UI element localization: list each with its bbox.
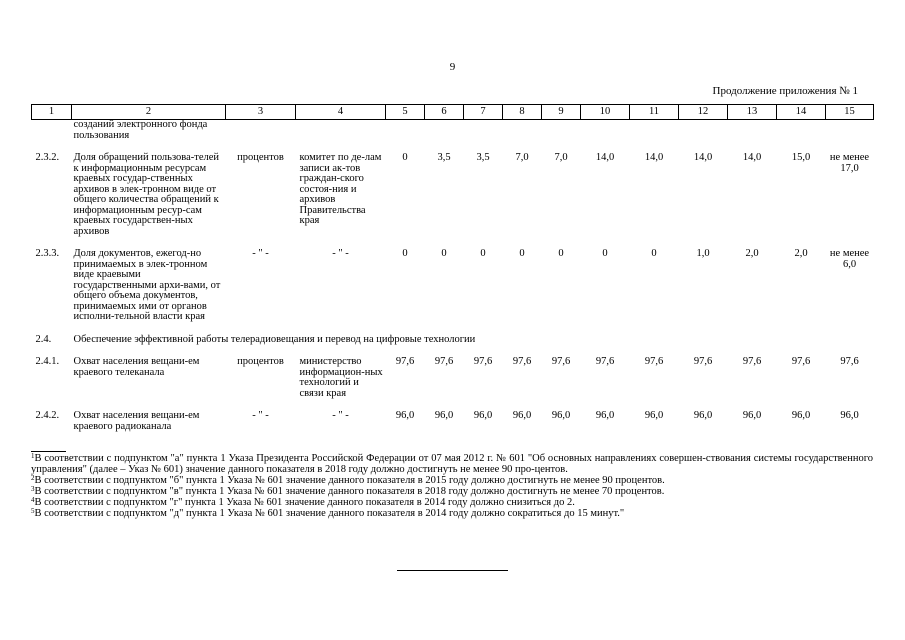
target-value: не менее 17,0 <box>829 152 870 174</box>
value-cell: 96,0 <box>473 410 493 421</box>
value-cell: 0 <box>558 248 564 259</box>
column-number-row <box>32 105 874 120</box>
footnote-mark: 1 <box>31 452 35 460</box>
column-header: 8 <box>503 105 542 120</box>
value-cell: 97,6 <box>595 356 615 367</box>
indicator-unit: - " - <box>252 248 269 259</box>
column-header: 3 <box>226 105 296 120</box>
indicator-unit: процентов <box>237 356 284 367</box>
column-header: 1 <box>32 105 72 120</box>
value-cell: 96,0 <box>644 410 664 421</box>
responsible-body: - " - <box>332 248 349 259</box>
column-header: 5 <box>386 105 425 120</box>
value-cell: 0 <box>519 248 525 259</box>
indicator-name: Охват населения вещани-ем краевого телеканала <box>73 356 200 378</box>
value-cell: 96,0 <box>595 410 615 421</box>
indicator-unit <box>226 120 296 142</box>
footnote-mark: 4 <box>31 496 35 504</box>
responsible-body <box>296 120 386 142</box>
table-row <box>32 120 874 142</box>
indicator-number <box>32 120 72 142</box>
value-cell: 0 <box>602 248 608 259</box>
footnotes <box>31 451 873 519</box>
indicator-name: Доля документов, ежегод-но принимаемых в элек-тронном виде краевыми государственными архи-вами, от общего объема документов, принимаемых ими от органов исполни-тельной власти края <box>73 248 221 322</box>
value-cell: 2,0 <box>745 248 759 259</box>
value-cell: 97,6 <box>512 356 532 367</box>
footnote <box>31 475 873 486</box>
footnote <box>31 486 873 497</box>
responsible-body: - " - <box>332 410 349 421</box>
value-cell: 0 <box>651 248 657 259</box>
value-cell: 96,0 <box>791 410 811 421</box>
indicator-name: Доля обращений пользова-телей к информационным ресурсам краевых государ-ственных архивов в элек-тронном виде от общего количества обращений к информационным ресур-сам краевых государствен-ных архивов <box>73 152 220 237</box>
indicator-unit: процентов <box>237 152 284 163</box>
indicator-name: созданий электронного фонда пользования <box>73 119 208 141</box>
value-cell: 14,0 <box>595 152 615 163</box>
column-header: 12 <box>679 105 728 120</box>
column-header: 11 <box>630 105 679 120</box>
footnote-text: В соответствии с подпунктом "б" пункта 1 Указа № 601 значение данного показателя в 2015 году должно достигнуть не менее 90 процентов. <box>34 475 665 486</box>
value-cell: 97,6 <box>693 356 713 367</box>
column-header: 15 <box>826 105 874 120</box>
value-cell: 97,6 <box>551 356 571 367</box>
indicator-number: 2.3.2. <box>35 152 60 163</box>
value-cell: 3,5 <box>476 152 490 163</box>
value-cell: 15,0 <box>791 152 811 163</box>
target-value: 96,0 <box>840 410 859 421</box>
footnote-mark: 5 <box>31 507 35 515</box>
value-cell: 96,0 <box>395 410 415 421</box>
footnote <box>31 453 873 475</box>
value-cell: 14,0 <box>644 152 664 163</box>
responsible-body: министерство информацион-ных технологий и связи края <box>299 356 383 399</box>
value-cell: 0 <box>480 248 486 259</box>
value-cell: 3,5 <box>437 152 451 163</box>
value-cell: 97,6 <box>644 356 664 367</box>
end-separator <box>397 570 508 571</box>
value-cell: 97,6 <box>434 356 454 367</box>
table-row <box>32 153 874 237</box>
indicator-number: 2.4.2. <box>35 410 60 421</box>
category-row <box>32 335 874 346</box>
column-header: 9 <box>542 105 581 120</box>
value-cell: 96,0 <box>434 410 454 421</box>
footnote-text: В соответствии с подпунктом "д" пункта 1 Указа № 601 значение данного показателя в 2014 году должно сократиться до 15 минут." <box>34 508 625 519</box>
indicators-table <box>31 104 874 432</box>
category-title: Обеспечение эффективной работы телерадиовещания и перевод на цифровые технологии <box>73 333 476 345</box>
footnote-text: В соответствии с подпунктом "а" пункта 1 Указа Президента Российской Федерации от 07 мая 2012 г. № 601 "Об основных направлениях совершен-ствования системы государственного управления" (далее – Указ № 601) значение данного показателя в 2018 году должно достигнуть не менее 90 про-центов. <box>31 453 873 475</box>
footnote-text: В соответствии с подпунктом "г" пункта 1 Указа № 601 значение данного показателя в 2014 году должно снизиться до 2. <box>34 497 575 508</box>
footnote <box>31 497 873 508</box>
value-cell: 0 <box>441 248 447 259</box>
column-header: 2 <box>72 105 226 120</box>
responsible-body: комитет по де-лам записи ак-тов граждан-ского состоя-ния и архивов Правительства края <box>299 152 382 226</box>
footnote-mark: 2 <box>31 474 35 482</box>
value-cell: 2,0 <box>794 248 808 259</box>
column-header: 4 <box>296 105 386 120</box>
target-value: 97,6 <box>840 356 859 367</box>
value-cell: 97,6 <box>395 356 415 367</box>
column-header: 7 <box>464 105 503 120</box>
footnote-separator <box>31 451 66 452</box>
value-cell: 96,0 <box>693 410 713 421</box>
table-row <box>32 249 874 323</box>
column-header: 13 <box>728 105 777 120</box>
column-header: 10 <box>581 105 630 120</box>
value-cell: 0 <box>402 152 408 163</box>
value-cell: 96,0 <box>551 410 571 421</box>
table-row <box>32 357 874 399</box>
value-cell: 7,0 <box>515 152 529 163</box>
indicator-unit: - " - <box>252 410 269 421</box>
footnote-text: В соответствии с подпунктом "в" пункта 1 Указа № 601 значение данного показателя в 2018 году должно достигнуть не менее 70 процентов. <box>34 486 665 497</box>
indicator-number: 2.3.3. <box>35 248 60 259</box>
value-cell: 7,0 <box>554 152 568 163</box>
value-cell: 0 <box>402 248 408 259</box>
value-cell: 14,0 <box>693 152 713 163</box>
value-cell: 97,6 <box>742 356 762 367</box>
category-number: 2.4. <box>35 333 52 345</box>
indicator-name: Охват населения вещани-ем краевого радиоканала <box>73 410 200 432</box>
footnote-mark: 3 <box>31 485 35 493</box>
value-cell: 14,0 <box>742 152 762 163</box>
page-number: 9 <box>449 61 456 73</box>
table-row <box>32 411 874 432</box>
target-value: не менее 6,0 <box>829 248 870 270</box>
footnote <box>31 508 873 519</box>
value-cell: 97,6 <box>473 356 493 367</box>
appendix-continuation-note: Продолжение приложения № 1 <box>712 85 858 97</box>
column-header: 6 <box>425 105 464 120</box>
value-cell: 97,6 <box>791 356 811 367</box>
value-cell: 96,0 <box>512 410 532 421</box>
indicator-number: 2.4.1. <box>35 356 60 367</box>
value-cell: 1,0 <box>696 248 710 259</box>
value-cell: 96,0 <box>742 410 762 421</box>
column-header: 14 <box>777 105 826 120</box>
